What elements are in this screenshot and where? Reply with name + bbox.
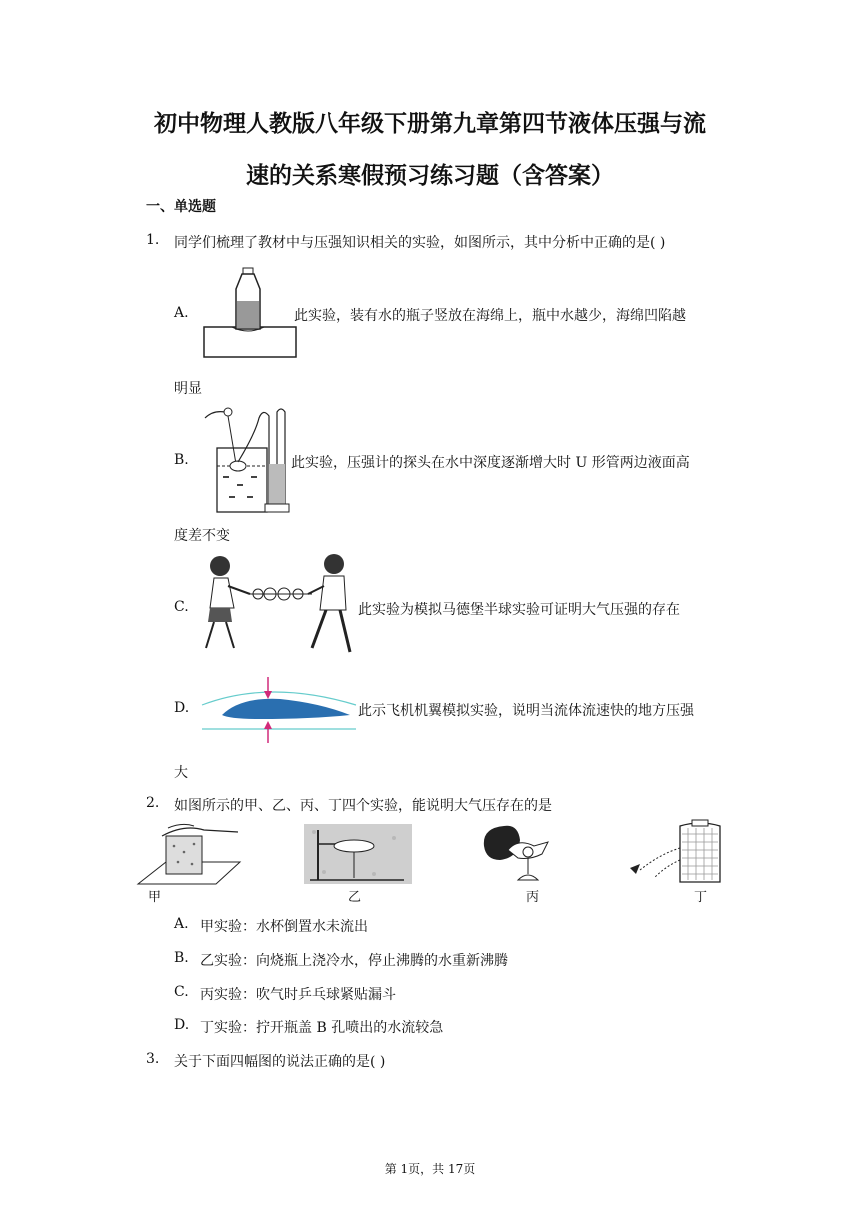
q2-option-c-letter: C. <box>174 984 189 1000</box>
page-footer: 第 1页，共 17页 <box>384 1162 476 1176</box>
q1-text: 同学们梳理了教材中与压强知识相关的实验，如图所示，其中分析中正确的是( ) <box>174 235 666 251</box>
q1-option-a-continued: 明显 <box>174 381 202 397</box>
q2-option-d-text: 丁实验：拧开瓶盖 B 孔喷出的水流较急 <box>200 1020 444 1036</box>
q1-option-d-continued: 大 <box>174 765 188 781</box>
q1-option-a-text: 此实验，装有水的瓶子竖放在海绵上，瓶中水越少，海绵凹陷越 <box>294 308 686 324</box>
q1-option-b-text: 此实验，压强计的探头在水中深度逐渐增大时 U 形管两边液面高 <box>291 455 690 471</box>
q2-number: 2. <box>146 795 160 811</box>
q1-figure-d-airfoil <box>200 673 358 745</box>
q1-option-b-letter: B. <box>174 452 189 468</box>
q2-option-c-text: 丙实验：吹气时乒乓球紧贴漏斗 <box>200 987 396 1003</box>
q1-option-b-continued: 度差不变 <box>174 528 230 544</box>
title-line-2: 速的关系寒假预习练习题（含答案） <box>246 162 614 189</box>
q1-number: 1. <box>146 232 160 248</box>
document-title <box>110 98 750 202</box>
section-heading: 一、单选题 <box>146 199 216 215</box>
q3-text: 关于下面四幅图的说法正确的是( ) <box>174 1054 386 1070</box>
q2-label-jia: 甲 <box>148 890 162 905</box>
q1-option-c-letter: C. <box>174 599 189 615</box>
q1-option-d-text: 此示飞机机翼模拟实验，说明当流体流速快的地方压强 <box>358 703 694 719</box>
q2-figure-bing-funnel-ball <box>478 824 566 886</box>
q1-option-d-letter: D. <box>174 700 190 716</box>
q1-figure-a-bottle-on-sponge <box>202 265 298 359</box>
q2-label-bing: 丙 <box>526 890 540 905</box>
q1-option-c-text: 此实验为模拟马德堡半球实验可证明大气压强的存在 <box>358 602 680 618</box>
q2-option-b-letter: B. <box>174 950 189 966</box>
q2-label-yi: 乙 <box>348 890 362 905</box>
q1-figure-b-pressure-gauge <box>203 404 293 516</box>
q2-text: 如图所示的甲、乙、丙、丁四个实验，能说明大气压存在的是 <box>174 798 552 814</box>
q2-figure-yi-flask <box>304 824 412 884</box>
q2-figure-ding-bottle-holes <box>626 818 730 886</box>
q2-option-d-letter: D. <box>174 1017 190 1033</box>
q2-option-a-letter: A. <box>174 916 189 932</box>
q2-option-b-text: 乙实验：向烧瓶上浇冷水，停止沸腾的水重新沸腾 <box>200 953 508 969</box>
q3-number: 3. <box>146 1051 160 1067</box>
q2-label-ding: 丁 <box>694 890 708 905</box>
q2-figure-jia-inverted-cup <box>132 822 244 888</box>
q2-option-a-text: 甲实验：水杯倒置水未流出 <box>200 919 368 935</box>
q1-figure-c-tug-of-war-hemispheres <box>200 552 360 660</box>
title-line-1: 初中物理人教版八年级下册第九章第四节液体压强与流 <box>154 110 706 137</box>
q1-option-a-letter: A. <box>174 305 189 321</box>
